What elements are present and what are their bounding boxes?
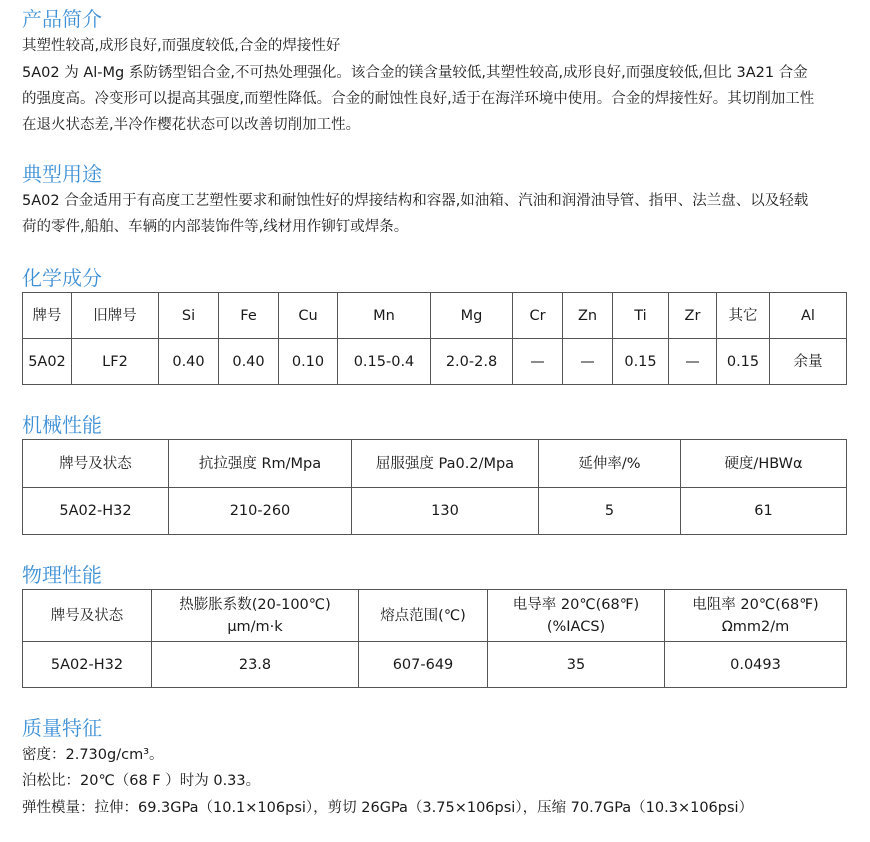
mechanical-header-cell: 抗拉强度 Rm/Mpa	[169, 440, 352, 488]
physical-header-line: 电导率 20℃(68℉)	[512, 596, 640, 613]
chemical-header-cell: Zn	[563, 293, 613, 339]
chemical-header-cell: Mn	[338, 293, 431, 339]
physical-header-line: μm/m·k	[227, 618, 283, 635]
mechanical-data-cell: 5	[539, 488, 681, 535]
chemical-heading: 化学成分	[22, 266, 102, 290]
intro-line-1: 其塑性较高,成形良好,而强度较低,合金的焊接性好	[22, 38, 341, 54]
mechanical-header-cell: 屈服强度 Pa0.2/Mpa	[352, 440, 539, 488]
physical-data-cell: 5A02-H32	[23, 642, 152, 688]
physical-header-cell	[23, 590, 152, 642]
chemical-header-cell: 其它	[717, 293, 770, 339]
chemical-header-row	[23, 293, 847, 339]
quality-line-density: 密度：2.730g/cm³。	[22, 747, 164, 763]
chemical-header-cell: Fe	[219, 293, 279, 339]
chemical-data-cell: —	[669, 339, 717, 385]
chemical-data-cell: —	[563, 339, 613, 385]
intro-line-2: 5A02 为 Al-Mg 系防锈型铝合金,不可热处理强化。该合金的镁含量较低,其塑性较高,成形良好,而强度较低,但比 3A21 合金	[22, 65, 808, 81]
chemical-data-cell: LF2	[72, 339, 159, 385]
physical-header-line: (%IACS)	[546, 618, 606, 635]
mechanical-heading: 机械性能	[22, 413, 102, 437]
quality-line-modulus: 弹性模量：拉伸：69.3GPa（10.1×106psi），剪切 26GPa（3.75×106psi），压缩 70.7GPa（10.3×106psi）	[22, 800, 754, 816]
physical-header-row	[23, 590, 847, 642]
chemical-data-cell: 0.40	[219, 339, 279, 385]
physical-table	[22, 589, 847, 688]
physical-header-line: 牌号及状态	[50, 607, 124, 624]
chemical-header-cell: Zr	[669, 293, 717, 339]
physical-header-cell	[152, 590, 359, 642]
physical-data-cell: 0.0493	[665, 642, 847, 688]
chemical-data-cell: 2.0-2.8	[431, 339, 513, 385]
physical-header-cell	[665, 590, 847, 642]
physical-header-line: 熔点范围(℃)	[380, 607, 466, 624]
intro-line-4: 在退火状态差,半冷作樱花状态可以改善切削加工性。	[22, 117, 361, 133]
chemical-data-row	[23, 339, 847, 385]
mechanical-table	[22, 439, 847, 535]
chemical-header-cell: Ti	[613, 293, 669, 339]
mechanical-data-row	[23, 488, 847, 535]
physical-header-cell	[359, 590, 488, 642]
physical-data-cell: 607-649	[359, 642, 488, 688]
chemical-data-cell: 5A02	[23, 339, 72, 385]
uses-line-1: 5A02 合金适用于有高度工艺塑性要求和耐蚀性好的焊接结构和容器,如油箱、汽油和润滑油导管、指甲、法兰盘、以及轻载	[22, 193, 809, 209]
chemical-data-cell: 0.15	[613, 339, 669, 385]
mechanical-data-cell: 130	[352, 488, 539, 535]
quality-line-poisson: 泊松比：20℃（68 F ）时为 0.33。	[22, 773, 261, 789]
chemical-data-cell: 0.15-0.4	[338, 339, 431, 385]
physical-header-line: 电阻率 20℃(68℉)	[692, 596, 819, 613]
chemical-data-cell: 0.10	[279, 339, 338, 385]
mechanical-header-cell: 牌号及状态	[23, 440, 169, 488]
chemical-data-cell: 0.40	[159, 339, 219, 385]
chemical-header-cell: 旧牌号	[72, 293, 159, 339]
physical-data-cell: 23.8	[152, 642, 359, 688]
intro-line-3: 的强度高。冷变形可以提高其强度,而塑性降低。合金的耐蚀性良好,适于在海洋环境中使用。合金的焊接性好。其切削加工性	[22, 91, 815, 107]
physical-data-cell: 35	[488, 642, 665, 688]
chemical-header-cell: Mg	[431, 293, 513, 339]
physical-header-line: 热膨胀系数(20-100℃)	[179, 596, 331, 613]
intro-heading: 产品简介	[22, 7, 102, 31]
mechanical-data-cell: 210-260	[169, 488, 352, 535]
chemical-data-cell: —	[513, 339, 563, 385]
physical-header-line: Ωmm2/m	[721, 618, 790, 635]
chemical-header-cell: 牌号	[23, 293, 72, 339]
uses-line-2: 荷的零件,船舶、车辆的内部装饰件等,线材用作铆钉或焊条。	[22, 219, 409, 235]
mechanical-data-cell: 5A02-H32	[23, 488, 169, 535]
chemical-data-cell: 0.15	[717, 339, 770, 385]
quality-heading: 质量特征	[22, 716, 102, 740]
physical-header-cell	[488, 590, 665, 642]
uses-heading: 典型用途	[22, 162, 102, 186]
chemical-table	[22, 292, 847, 385]
mechanical-header-cell: 延伸率/%	[539, 440, 681, 488]
chemical-header-cell: Cr	[513, 293, 563, 339]
chemical-data-cell: 余量	[770, 339, 847, 385]
mechanical-header-row	[23, 440, 847, 488]
chemical-header-cell: Cu	[279, 293, 338, 339]
mechanical-header-cell: 硬度/HBWα	[681, 440, 847, 488]
physical-data-row	[23, 642, 847, 688]
chemical-header-cell: Si	[159, 293, 219, 339]
physical-heading: 物理性能	[22, 563, 102, 587]
chemical-header-cell: Al	[770, 293, 847, 339]
mechanical-data-cell: 61	[681, 488, 847, 535]
